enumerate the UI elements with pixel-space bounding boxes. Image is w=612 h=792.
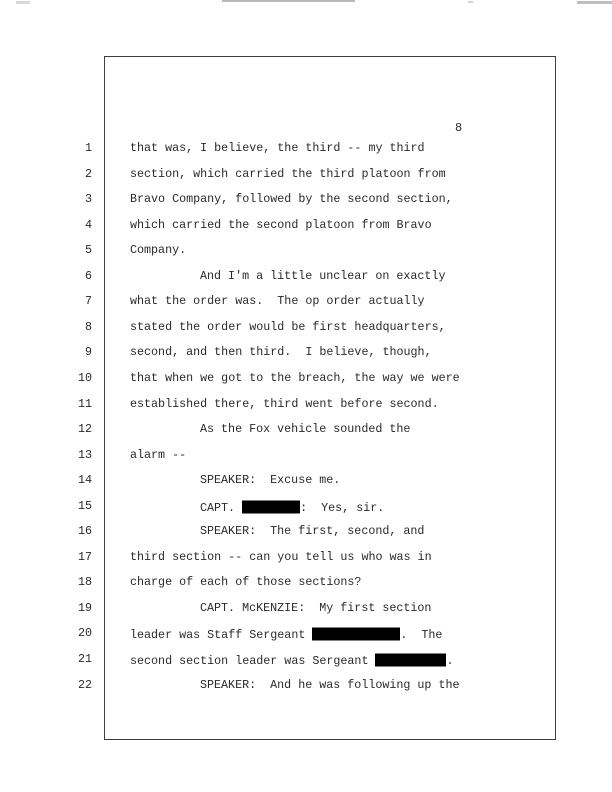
line-text	[200, 498, 384, 516]
text-segment: which carried the second platoon from Bravo	[130, 217, 432, 232]
line-number: 10	[77, 370, 92, 385]
line-number: 20	[77, 626, 92, 641]
line-text	[130, 242, 186, 258]
line-number: 1	[84, 141, 92, 155]
transcript-line	[0, 600, 612, 616]
line-number: 11	[77, 396, 92, 411]
line-text	[130, 140, 425, 156]
text-segment: CAPT.	[200, 500, 243, 515]
line-text	[130, 344, 432, 360]
transcript-line	[0, 447, 612, 463]
transcript-line	[0, 523, 612, 539]
text-segment: established there, third went before second.	[130, 396, 439, 411]
line-text	[130, 574, 361, 590]
transcript-line	[0, 421, 612, 437]
transcript-line	[0, 344, 612, 360]
line-number: 15	[77, 498, 92, 513]
text-segment: As the Fox vehicle sounded the	[200, 422, 411, 437]
line-text	[130, 293, 425, 309]
transcript-line	[0, 166, 612, 182]
text-segment: third section -- can you tell us who was in	[130, 549, 432, 564]
text-segment: charge of each of those sections?	[130, 575, 362, 590]
line-text	[200, 600, 431, 616]
text-segment: : Yes, sir.	[300, 500, 385, 515]
text-segment: SPEAKER: Excuse me.	[200, 473, 341, 488]
transcript-line	[0, 396, 612, 412]
text-segment: .	[446, 654, 454, 668]
line-number: 17	[77, 549, 92, 564]
transcript-line	[0, 498, 612, 514]
line-text	[130, 166, 446, 182]
line-number: 2	[84, 166, 92, 181]
line-text	[130, 370, 460, 386]
line-number: 19	[77, 600, 92, 615]
line-text	[200, 421, 410, 437]
text-segment: alarm --	[130, 447, 187, 462]
transcript-line	[0, 268, 612, 284]
scan-artifact	[577, 1, 612, 4]
line-number: 7	[84, 294, 92, 309]
transcript-line	[0, 625, 612, 641]
text-segment: Bravo Company, followed by the second section,	[130, 192, 453, 207]
line-number: 6	[84, 268, 92, 283]
text-segment: section, which carried the third platoon from	[130, 166, 446, 181]
line-text	[130, 191, 453, 207]
text-segment: second section leader was Sergeant	[130, 654, 376, 668]
transcript-line	[0, 370, 612, 386]
text-segment: leader was Staff Sergeant	[130, 628, 313, 643]
line-text	[130, 396, 439, 412]
line-number: 18	[77, 575, 92, 590]
text-segment: SPEAKER: The first, second, and	[200, 524, 425, 539]
text-segment: . The	[400, 628, 443, 643]
line-text	[200, 268, 445, 284]
line-number: 13	[77, 447, 92, 462]
line-number: 9	[84, 345, 92, 360]
line-number: 16	[77, 524, 92, 539]
line-number: 22	[77, 677, 92, 692]
text-segment: second, and then third. I believe, though,	[130, 345, 432, 360]
line-text	[130, 549, 432, 565]
line-text	[130, 319, 446, 335]
scan-artifact	[16, 1, 30, 4]
text-segment: Company.	[130, 243, 187, 258]
transcript-line	[0, 549, 612, 565]
transcript-line	[0, 472, 612, 488]
line-text	[200, 677, 460, 693]
line-number: 4	[84, 217, 92, 232]
transcript-line	[0, 140, 612, 156]
line-text	[200, 472, 340, 488]
transcript-line	[0, 217, 612, 233]
line-text	[130, 651, 454, 669]
page-number: 8	[455, 121, 463, 135]
redaction-bar	[312, 628, 400, 641]
text-segment: that when we got to the breach, the way we were	[130, 370, 460, 385]
line-text	[130, 625, 442, 643]
text-segment: stated the order would be first headquarters,	[130, 319, 446, 334]
line-number: 12	[77, 422, 92, 437]
line-text	[130, 217, 432, 233]
transcript-line	[0, 191, 612, 207]
transcript-line	[0, 677, 612, 693]
text-segment: SPEAKER: And he was following up the	[200, 677, 460, 692]
text-segment: what the order was. The op order actually	[130, 294, 425, 309]
line-number: 14	[77, 473, 92, 488]
text-segment: CAPT. McKENZIE: My first section	[200, 600, 432, 615]
scan-artifact	[222, 0, 355, 2]
line-number: 3	[84, 192, 92, 207]
text-segment: that was, I believe, the third -- my third	[130, 141, 425, 155]
line-number: 5	[84, 243, 92, 258]
text-segment: And I'm a little unclear on exactly	[200, 268, 446, 283]
transcript-line	[0, 242, 612, 258]
transcript-line	[0, 574, 612, 590]
line-text	[130, 447, 186, 463]
redaction-bar	[375, 654, 446, 667]
line-number: 21	[77, 652, 92, 666]
redaction-bar	[242, 500, 300, 513]
line-number: 8	[84, 319, 92, 334]
scan-artifact	[468, 1, 473, 3]
line-text	[200, 523, 424, 539]
transcript-line	[0, 293, 612, 309]
transcript-line	[0, 651, 612, 667]
transcript-line	[0, 319, 612, 335]
